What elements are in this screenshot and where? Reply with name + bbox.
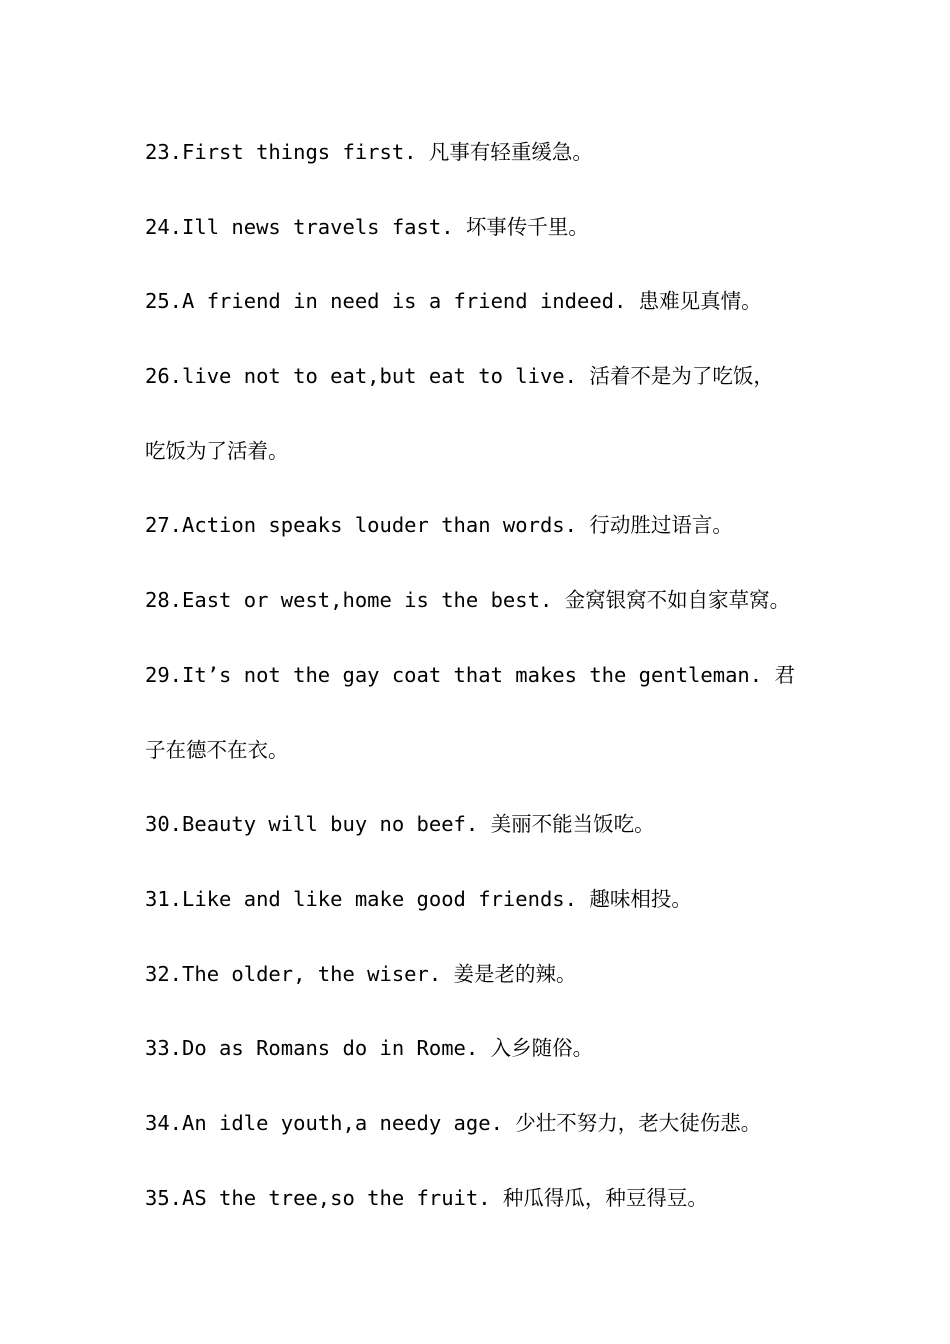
- text-line: 23.First things first. 凡事有轻重缓急。: [145, 140, 593, 164]
- text-line: 子在德不在衣。: [145, 737, 289, 762]
- text-line: 吃饭为了活着。: [145, 438, 289, 463]
- text-line: 28.East or west,home is the best. 金窝银窝不如自家草窝。: [145, 588, 791, 613]
- text-line: 25.A friend in need is a friend indeed. 患难见真情。: [145, 289, 762, 314]
- text-line: 31.Like and like make good friends. 趣味相投。: [145, 886, 692, 911]
- text-line: 24.Ill news travels fast. 坏事传千里。: [145, 214, 589, 239]
- text-line: 34.An idle youth,a needy age. 少壮不努力，老大徒伤悲。: [145, 1110, 762, 1135]
- text-line: 33.Do as Romans do in Rome. 入乡随俗。: [145, 1036, 594, 1061]
- text-line: 35.AS the tree,so the fruit. 种瓜得瓜，种豆得豆。: [145, 1185, 708, 1210]
- text-line: 29.It’s not the gay coat that makes the gentleman. 君: [145, 662, 795, 687]
- text-line: 32.The older, the wiser. 姜是老的辣。: [145, 961, 577, 986]
- text-line: 27.Action speaks louder than words. 行动胜过语言。: [145, 513, 733, 538]
- text-line: 26.live not to eat,but eat to live. 活着不是为了吃饭，: [145, 364, 774, 389]
- proverb-list: [145, 128, 810, 1248]
- text-line: 30.Beauty will buy no beef. 美丽不能当饭吃。: [145, 812, 655, 837]
